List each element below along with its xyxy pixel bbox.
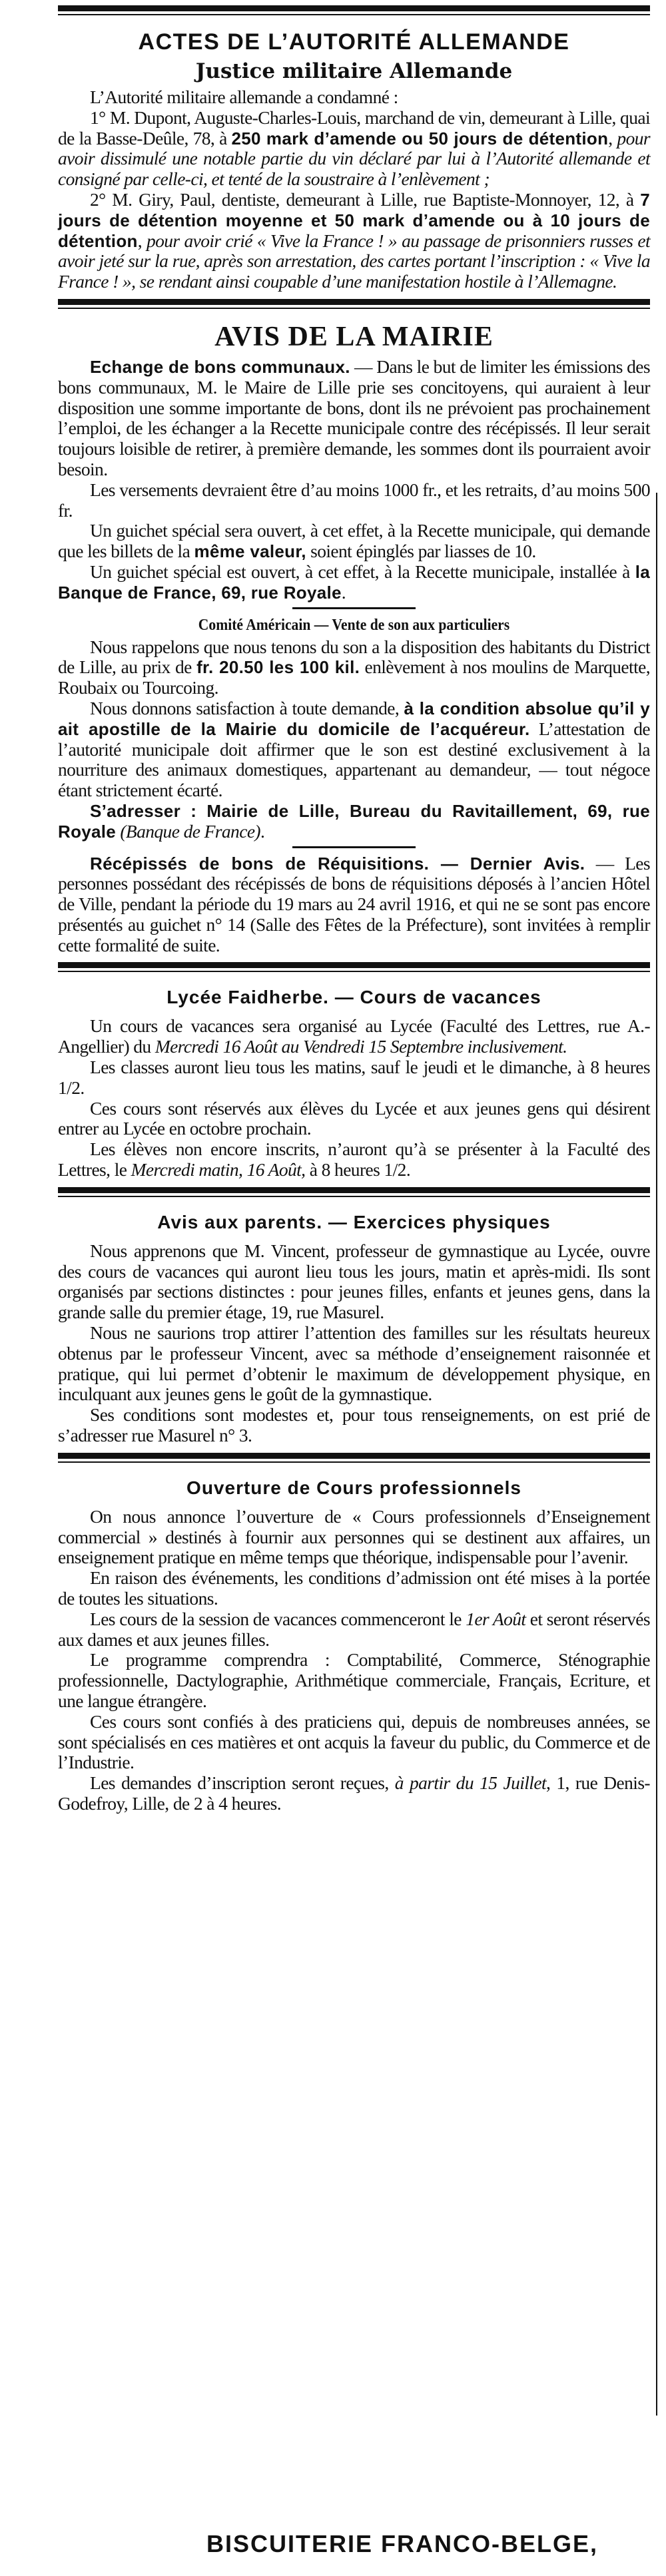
section-title-parents: Avis aux parents. — Exercices physiques — [157, 1211, 551, 1232]
parents-paragraph-1: Nous apprenons que M. Vincent, professeur de gymnastique au Lycée, ouvre des cours de vacances qui auront lieu tous les jours, matin et après-midi. Ils sont organisés par sections distinctes : pour jeunes filles, enfants et jeunes gens, dans la grande salle du premier étage, 19, rue Masurel. — [58, 1240, 650, 1323]
comite-address: S’adresser : Mairie de Lille, Bureau du Ravitaillement, 69, rue Royale (Banque de France). — [58, 800, 650, 842]
parents-paragraph-3: Ses conditions sont modestes et, pour tous renseignements, on est prié de s’adresser rue Masurel n° 3. — [58, 1404, 650, 1446]
cours-pro-paragraph-6: Les demandes d’inscription seront reçues, à partir du 15 Juillet, 1, rue Denis-Godefroy, Lille, de 2 à 4 heures. — [58, 1772, 650, 1814]
lycee-paragraph-3: Ces cours sont réservés aux élèves du Lycée et aux jeunes gens qui désirent entrer au Lycée en octobre prochain. — [58, 1097, 650, 1139]
comite-paragraph-2: Nous donnons satisfaction à toute demande, à la condition absolue qu’il y ait apostille de la Mairie du domicile de l’acquéreur. L’attestation de l’autorité municipale doit affirmer que le son est destiné exclusivement à la nourriture des animaux domestiques, appartenant au demandeur, — tout négoce étant strictement écarté. — [58, 697, 650, 801]
advert-title-biscuiterie: BISCUITERIE FRANCO-BELGE, — [206, 2530, 599, 2557]
cours-pro-paragraph-5: Ces cours sont confiés à des praticiens qui, depuis de nombreuses années, se sont spécialisés en ces matières et ont acquis la faveur du public, du Commerce et de l’Industrie. — [58, 1710, 650, 1773]
section-title-cours-professionnels: Ouverture de Cours professionnels — [186, 1477, 521, 1498]
lycee-paragraph-1: Un cours de vacances sera organisé au Lycée (Faculté des Lettres, rue A.-Angellier) du Mercredi 16 Août au Vendredi 15 Septembre inclusivement. — [58, 1015, 650, 1057]
section-subtitle-military-justice: Justice militaire Allemande — [195, 59, 513, 83]
short-divider — [292, 607, 416, 609]
lycee-paragraph-2: Les classes auront lieu tous les matins, sauf le jeudi et le dimanche, à 8 heures 1/2. — [58, 1057, 650, 1098]
echange-versements: Les versements devraient être d’au moins 1000 fr., et les retraits, d’au moins 500 fr. — [58, 479, 650, 521]
section-title-german-authority: ACTES DE L’AUTORITÉ ALLEMANDE — [138, 29, 570, 55]
comite-americain-heading: Comité Américain — Vente de son aux particuliers — [198, 616, 510, 634]
cours-pro-paragraph-4: Le programme comprendra : Comptabilité, Commerce, Sténographie professionnelle, Dactylographie, Arithmétique commerciale, Français, Ecriture, et une langue étrangère. — [58, 1649, 650, 1711]
short-divider — [292, 846, 416, 848]
section-title-lycee: Lycée Faidherbe. — Cours de vacances — [166, 987, 541, 1008]
cours-pro-paragraph-2: En raison des événements, les conditions d’admission ont été mises à la portée de toutes les situations. — [58, 1567, 650, 1609]
comite-paragraph-1: Nous rappelons que nous tenons du son a la disposition des habitants du District de Lille, au prix de fr. 20.50 les 100 kil. enlèvement à nos moulins de Marquette, Roubaix ou Tourcoing. — [58, 636, 650, 698]
echange-guichet-2: Un guichet spécial est ouvert, à cet effet, à la Recette municipale, installée à la Banque de France, 69, rue Royale. — [58, 561, 650, 603]
cours-pro-paragraph-3: Les cours de la session de vacances commenceront le 1er Août et seront réservés aux dames et aux jeunes filles. — [58, 1608, 650, 1650]
parents-paragraph-2: Nous ne saurions trop attirer l’attention des familles sur les résultats heureux obtenus par le professeur Vincent, avec sa méthode d’enseignement raisonnée et pratique, qui lui permet d’obtenir le maximum de développement physique, en inculquant aux jeunes gens le goût de la gymnastique. — [58, 1322, 650, 1405]
section-divider — [58, 1187, 650, 1197]
echange-guichet-1: Un guichet spécial sera ouvert, à cet effet, à la Recette municipale, qui demande que les billets de la même valeur, soient épinglés par liasses de 10. — [58, 520, 650, 562]
section-divider — [58, 962, 650, 972]
recepisses-paragraph: Récépissés de bons de Réquisitions. — Dernier Avis. — Les personnes possédant des récépissés de bons de réquisitions déposés à l’ancien Hôtel de Ville, pendant la période du 19 mars au 24 avril 1916, et qui ne se sont pas encore présentés au guichet n° 14 (Salle des Fêtes de la Préfecture), sont invitées à remplir cette formalité de suite. — [58, 852, 650, 955]
german-intro: L’Autorité militaire allemande a condamné : — [90, 87, 398, 107]
newspaper-column — [58, 5, 659, 1814]
cours-pro-paragraph-1: On nous annonce l’ouverture de « Cours professionnels d’Enseignement commercial » destinés à fournir aux personnes qui se destinent aux affaires, un enseignement pratique en même temps que théorique, indispensable pour l’avenir. — [58, 1505, 650, 1568]
section-divider — [58, 299, 650, 309]
section-title-mairie: AVIS DE LA MAIRIE — [214, 321, 494, 352]
sentence-item-1: 1° M. Dupont, Auguste-Charles-Louis, marchand de vin, demeurant à Lille, quai de la Basse-Deûle, 78, à 250 mark d’amende ou 50 jours de détention, pour avoir dissimulé une notable partie du vin déclaré par lui à l’Autorité allemande et consigné par celle-ci, et tenté de la soustraire à l’enlèvement ; — [58, 107, 650, 190]
echange-bons-paragraph: Echange de bons communaux. — Dans le but de limiter les émissions des bons communaux, M. le Maire de Lille prie ses concitoyens, qui auraient à leur disposition une somme importante de bons, dont ils ne prévoient pas prochainement l’emploi, de les échanger a la Recette municipale contre des récépissés. Il leur serait toujours loisible de retirer, à première demande, les sommes dont ils pourraient avoir besoin. — [58, 356, 650, 479]
lycee-paragraph-4: Les élèves non encore inscrits, n’auront qu’à se présenter à la Faculté des Lettres, le Mercredi matin, 16 Août, à 8 heures 1/2. — [58, 1139, 650, 1180]
sentence-item-2: 2° M. Giry, Paul, dentiste, demeurant à Lille, rue Baptiste-Monnoyer, 12, à 7 jours de détention moyenne et 50 mark d’amende ou à 10 jours de détention, pour avoir crié « Vive la France ! » au passage de prisonniers russes et avoir jeté sur la rue, après son arrestation, des cartes portant l’inscription : « Vive la France ! », se rendant ainsi coupable d’une manifestation hostile à l’Allemagne. — [58, 188, 650, 292]
section-divider — [58, 5, 650, 15]
section-divider — [58, 1453, 650, 1463]
